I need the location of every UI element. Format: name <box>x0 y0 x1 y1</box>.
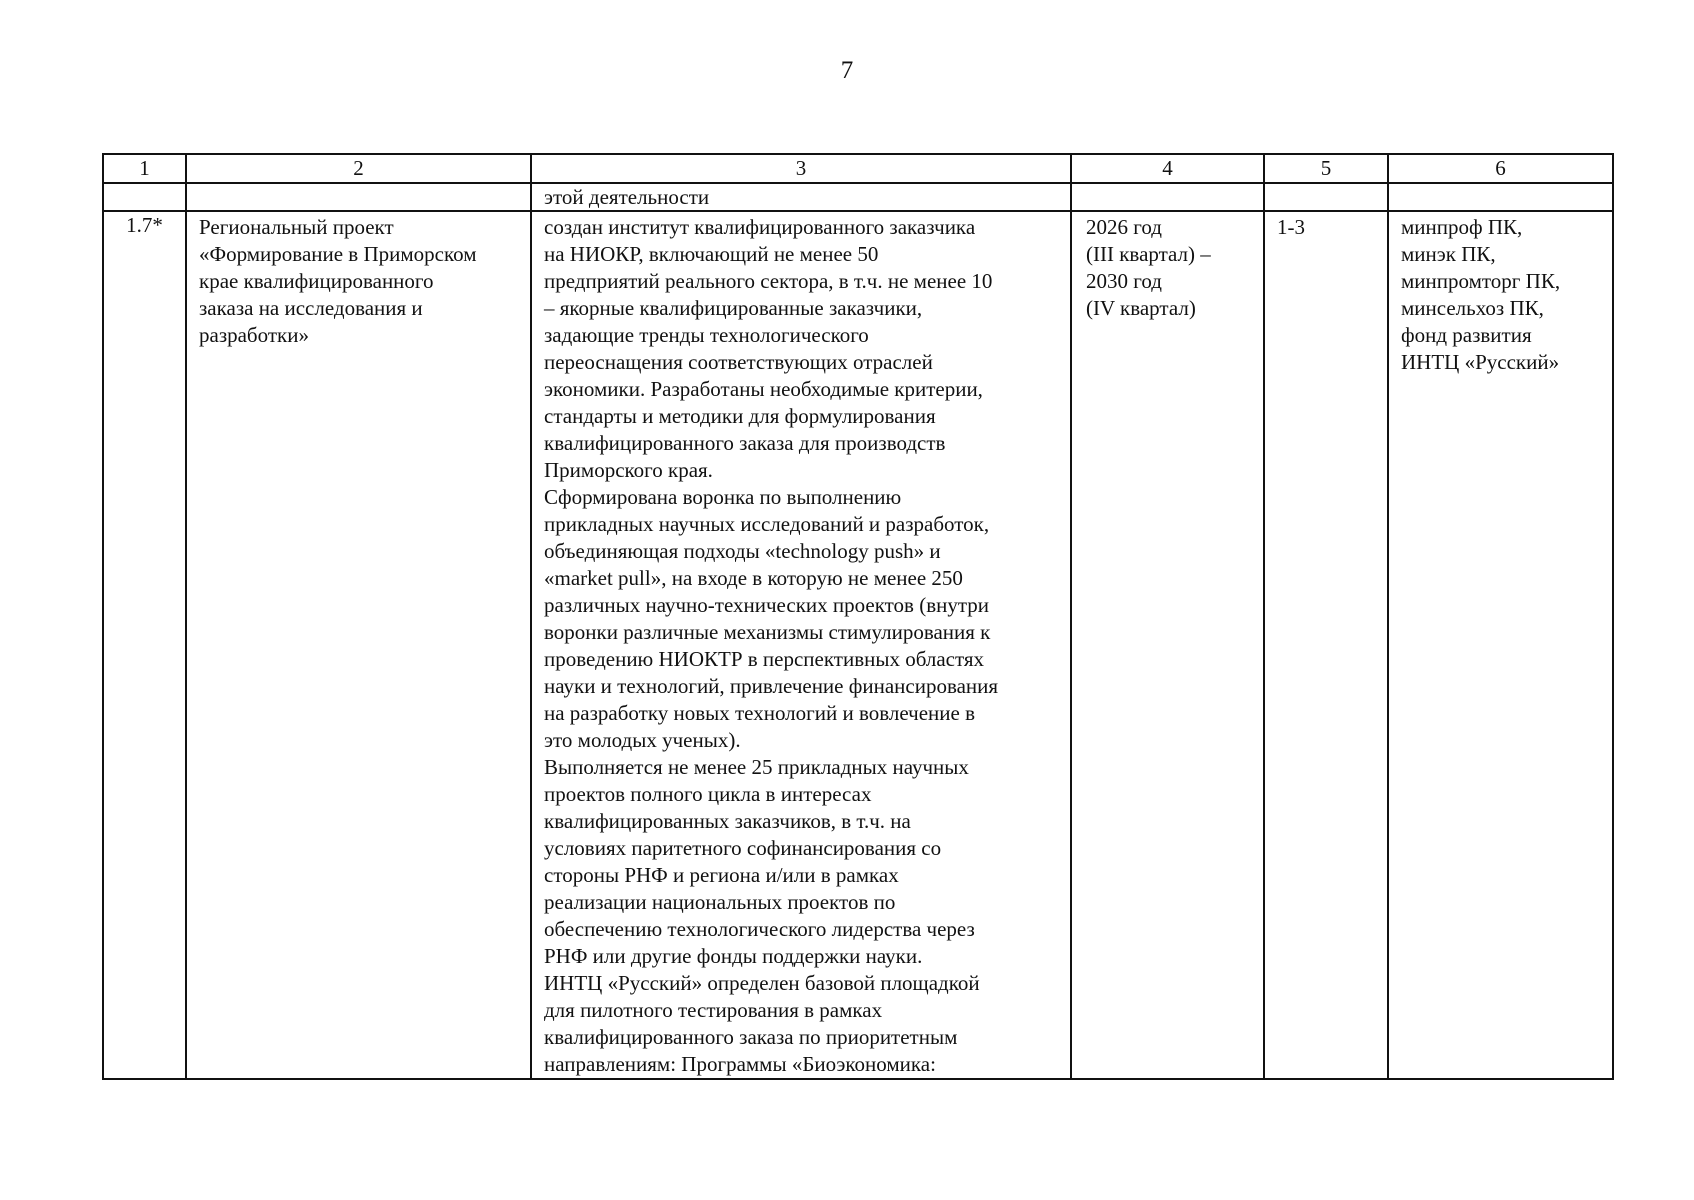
result-line: задающие тренды технологического <box>544 323 869 347</box>
result-line: «market pull», на входе в которую не менее 250 <box>544 566 963 590</box>
result-line: предприятий реального сектора, в т.ч. не менее 10 <box>544 269 993 293</box>
responsible-line: минпроф ПК, <box>1401 215 1523 239</box>
result-line: проектов полного цикла в интересах <box>544 782 872 806</box>
header-cell-5: 5 <box>1264 154 1388 183</box>
result-line: условиях паритетного софинансирования со <box>544 836 942 860</box>
result-line: квалифицированного заказа для производств <box>544 431 946 455</box>
result-line: направлениям: Программы «Биоэкономика: <box>544 1052 936 1076</box>
responsible-cell <box>1388 211 1613 1079</box>
result-line: Сформирована воронка по выполнению <box>544 485 902 509</box>
project-name-line: «Формирование в Приморском <box>199 242 477 266</box>
continuation-cell-2 <box>186 183 531 211</box>
page-number: 7 <box>840 57 854 84</box>
project-name-line: заказа на исследования и <box>199 296 423 320</box>
result-line: Приморского края. <box>544 458 713 482</box>
header-cell-2: 2 <box>186 154 531 183</box>
responsible-line: ИНТЦ «Русский» <box>1401 350 1560 374</box>
dates-cell <box>1071 211 1264 1079</box>
result-line: стандарты и методики для формулирования <box>544 404 936 428</box>
result-line: Выполняется не менее 25 прикладных научных <box>544 755 969 779</box>
result-line: ИНТЦ «Русский» определен базовой площадкой <box>544 971 980 995</box>
dates-line: (IV квартал) <box>1086 296 1196 320</box>
header-row <box>103 154 1613 183</box>
table-row <box>103 211 1613 1079</box>
continuation-cell-4 <box>1071 183 1264 211</box>
result-line: квалифицированного заказа по приоритетным <box>544 1025 958 1049</box>
result-line: воронки различные механизмы стимулирования к <box>544 620 991 644</box>
stage-cell: 1-3 <box>1264 211 1388 1079</box>
result-line: стороны РНФ и региона и/или в рамках <box>544 863 899 887</box>
result-line: науки и технологий, привлечение финансирования <box>544 674 999 698</box>
responsible-line: минэк ПК, <box>1401 242 1496 266</box>
project-name-line: разработки» <box>199 323 309 347</box>
dates-line: 2030 год <box>1086 269 1162 293</box>
project-name-line: крае квалифицированного <box>199 269 434 293</box>
header-cell-1: 1 <box>103 154 186 183</box>
result-line: реализации национальных проектов по <box>544 890 896 914</box>
row-number: 1.7* <box>103 211 186 1079</box>
result-line: это молодых ученых). <box>544 728 741 752</box>
result-line: на НИОКР, включающий не менее 50 <box>544 242 879 266</box>
continuation-cell-5 <box>1264 183 1388 211</box>
result-line: РНФ или другие фонды поддержки науки. <box>544 944 923 968</box>
result-line: для пилотного тестирования в рамках <box>544 998 883 1022</box>
result-line: проведению НИОКТР в перспективных областях <box>544 647 985 671</box>
result-line: создан институт квалифицированного заказчика <box>544 215 976 239</box>
result-line: – якорные квалифицированные заказчики, <box>544 296 923 320</box>
result-line: переоснащения соответствующих отраслей <box>544 350 933 374</box>
result-line: экономики. Разработаны необходимые критерии, <box>544 377 983 401</box>
result-line: объединяющая подходы «technology push» и <box>544 539 941 563</box>
responsible-line: минсельхоз ПК, <box>1401 296 1544 320</box>
result-line: на разработку новых технологий и вовлечение в <box>544 701 976 725</box>
continuation-cell-1 <box>103 183 186 211</box>
continuation-cell-6 <box>1388 183 1613 211</box>
dates-line: (III квартал) – <box>1086 242 1211 266</box>
header-cell-3: 3 <box>531 154 1071 183</box>
continuation-row <box>103 183 1613 211</box>
header-cell-4: 4 <box>1071 154 1264 183</box>
result-line: прикладных научных исследований и разработок, <box>544 512 990 536</box>
result-line: квалифицированных заказчиков, в т.ч. на <box>544 809 911 833</box>
result-line: обеспечению технологического лидерства через <box>544 917 975 941</box>
dates-line: 2026 год <box>1086 215 1162 239</box>
project-name-line: Региональный проект <box>199 215 394 239</box>
responsible-line: фонд развития <box>1401 323 1532 347</box>
continuation-text: этой деятельности <box>531 183 1071 211</box>
result-cell <box>531 211 1071 1079</box>
measures-table <box>102 153 1614 1080</box>
result-line: различных научно-технических проектов (внутри <box>544 593 990 617</box>
project-name-cell <box>186 211 531 1079</box>
responsible-line: минпромторг ПК, <box>1401 269 1561 293</box>
header-cell-6: 6 <box>1388 154 1613 183</box>
